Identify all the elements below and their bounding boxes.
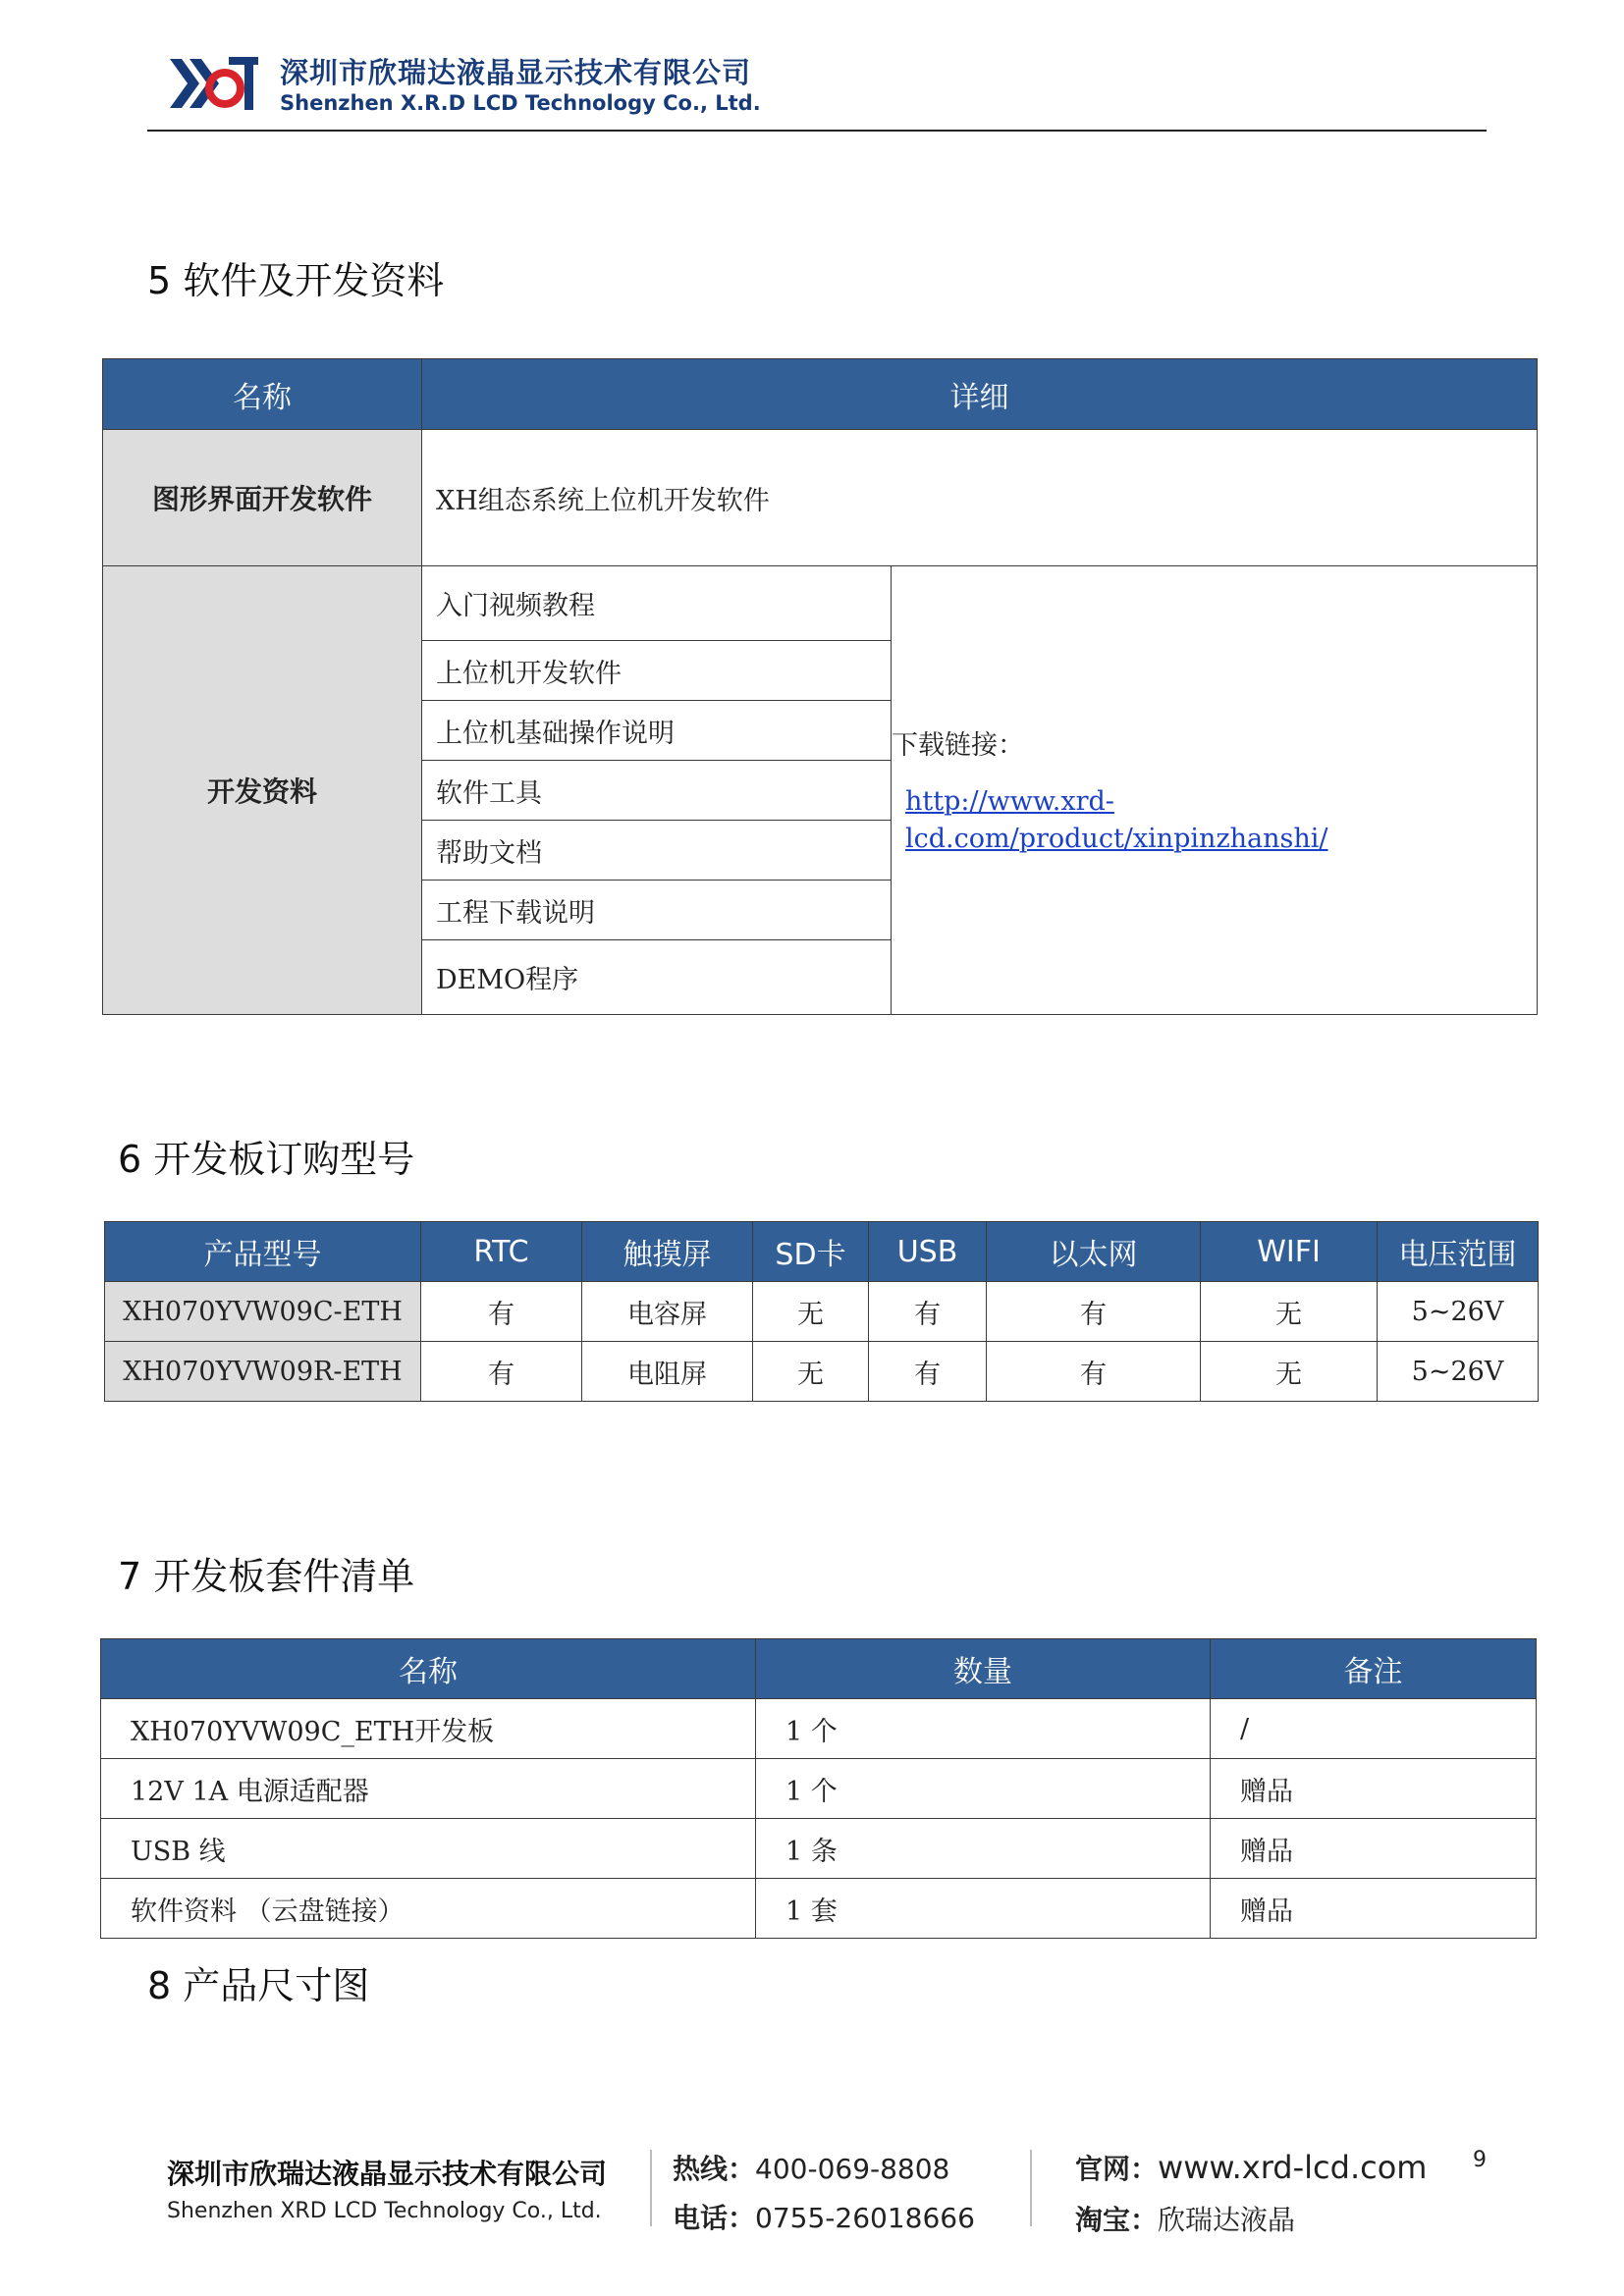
order-cell: 5~26V bbox=[1378, 1342, 1539, 1402]
kit-cell: 赠品 bbox=[1211, 1879, 1537, 1939]
resource-item: 帮助文档 bbox=[422, 821, 892, 881]
kit-cell: 1 个 bbox=[756, 1759, 1211, 1819]
header-divider bbox=[147, 130, 1487, 132]
order-cell: 有 bbox=[987, 1342, 1201, 1402]
order-cell: 有 bbox=[869, 1282, 987, 1342]
order-header: 产品型号 bbox=[105, 1222, 421, 1282]
table-row bbox=[105, 1342, 1539, 1402]
kit-cell: 1 条 bbox=[756, 1819, 1211, 1879]
order-header: 触摸屏 bbox=[582, 1222, 753, 1282]
order-header: WIFI bbox=[1201, 1222, 1378, 1282]
order-cell: 电容屏 bbox=[582, 1282, 753, 1342]
resource-item: 入门视频教程 bbox=[422, 566, 892, 641]
order-cell: 有 bbox=[869, 1342, 987, 1402]
section5-title: 5 软件及开发资料 bbox=[147, 259, 445, 302]
kit-header: 数量 bbox=[756, 1639, 1211, 1699]
footer-website[interactable]: 官网：www.xrd-lcd.com bbox=[1075, 2149, 1428, 2186]
table-row bbox=[101, 1699, 1537, 1759]
section6-title: 6 开发板订购型号 bbox=[118, 1138, 415, 1181]
kit-cell: 软件资料 （云盘链接） bbox=[101, 1879, 756, 1939]
order-cell: XH070YVW09C-ETH bbox=[105, 1282, 421, 1342]
footer-company-en: Shenzhen XRD LCD Technology Co., Ltd. bbox=[167, 2199, 602, 2223]
row-value-gui-software: XH组态系统上位机开发软件 bbox=[422, 430, 1538, 566]
xrd-logo-icon bbox=[160, 51, 268, 116]
kit-cell: 12V 1A 电源适配器 bbox=[101, 1759, 756, 1819]
order-cell: XH070YVW09R-ETH bbox=[105, 1342, 421, 1402]
footer-hotline: 热线：400-069-8808 bbox=[673, 2153, 950, 2185]
order-header: 以太网 bbox=[987, 1222, 1201, 1282]
order-cell: 有 bbox=[987, 1282, 1201, 1342]
footer-divider bbox=[650, 2150, 652, 2226]
kit-cell: 赠品 bbox=[1211, 1819, 1537, 1879]
header-company-en: Shenzhen X.R.D LCD Technology Co., Ltd. bbox=[280, 91, 761, 115]
order-header: 电压范围 bbox=[1378, 1222, 1539, 1282]
download-link[interactable]: http://www.xrd- lcd.com/product/xinpinzhanshi/ bbox=[905, 785, 1328, 854]
kit-header: 名称 bbox=[101, 1639, 756, 1699]
table-row bbox=[101, 1879, 1537, 1939]
resource-item: 上位机开发软件 bbox=[422, 641, 892, 701]
kit-cell: 赠品 bbox=[1211, 1759, 1537, 1819]
table-row bbox=[105, 1282, 1539, 1342]
kit-cell: 1 个 bbox=[756, 1699, 1211, 1759]
footer-phone: 电话：0755-26018666 bbox=[673, 2202, 975, 2234]
kit-cell: XH070YVW09C_ETH开发板 bbox=[101, 1699, 756, 1759]
kit-cell: 1 套 bbox=[756, 1879, 1211, 1939]
page-number: 9 bbox=[1473, 2148, 1487, 2172]
resource-item: DEMO程序 bbox=[422, 940, 892, 1015]
kit-cell: USB 线 bbox=[101, 1819, 756, 1879]
header-company-cn: 深圳市欣瑞达液晶显示技术有限公司 bbox=[280, 56, 752, 89]
kit-header: 备注 bbox=[1211, 1639, 1537, 1699]
footer-taobao: 淘宝：欣瑞达液晶 bbox=[1075, 2204, 1296, 2236]
section7-title: 7 开发板套件清单 bbox=[118, 1555, 415, 1598]
col-detail-header: 详细 bbox=[422, 359, 1538, 430]
order-cell: 5~26V bbox=[1378, 1282, 1539, 1342]
section8-title: 8 产品尺寸图 bbox=[147, 1964, 370, 2007]
kit-table bbox=[100, 1638, 1537, 1939]
kit-cell: / bbox=[1211, 1699, 1537, 1759]
order-cell: 无 bbox=[1201, 1342, 1378, 1402]
resource-item: 软件工具 bbox=[422, 761, 892, 821]
order-header: USB bbox=[869, 1222, 987, 1282]
order-cell: 无 bbox=[753, 1282, 869, 1342]
order-cell: 有 bbox=[421, 1342, 582, 1402]
col-name-header: 名称 bbox=[103, 359, 422, 430]
row-label-dev-resources: 开发资料 bbox=[103, 566, 422, 1015]
table-row bbox=[101, 1759, 1537, 1819]
order-table bbox=[104, 1221, 1539, 1402]
resource-item: 工程下载说明 bbox=[422, 881, 892, 940]
footer-company-cn: 深圳市欣瑞达液晶显示技术有限公司 bbox=[167, 2158, 608, 2190]
order-cell: 有 bbox=[421, 1282, 582, 1342]
order-header: SD卡 bbox=[753, 1222, 869, 1282]
footer-divider bbox=[1030, 2150, 1032, 2226]
order-cell: 无 bbox=[753, 1342, 869, 1402]
download-cell bbox=[892, 566, 1538, 1015]
download-label: 下载链接： bbox=[892, 729, 1024, 761]
table-row bbox=[101, 1819, 1537, 1879]
order-cell: 无 bbox=[1201, 1282, 1378, 1342]
order-cell: 电阻屏 bbox=[582, 1342, 753, 1402]
software-table bbox=[102, 358, 1538, 1015]
order-header: RTC bbox=[421, 1222, 582, 1282]
row-label-gui-software: 图形界面开发软件 bbox=[103, 430, 422, 566]
resource-item: 上位机基础操作说明 bbox=[422, 701, 892, 761]
